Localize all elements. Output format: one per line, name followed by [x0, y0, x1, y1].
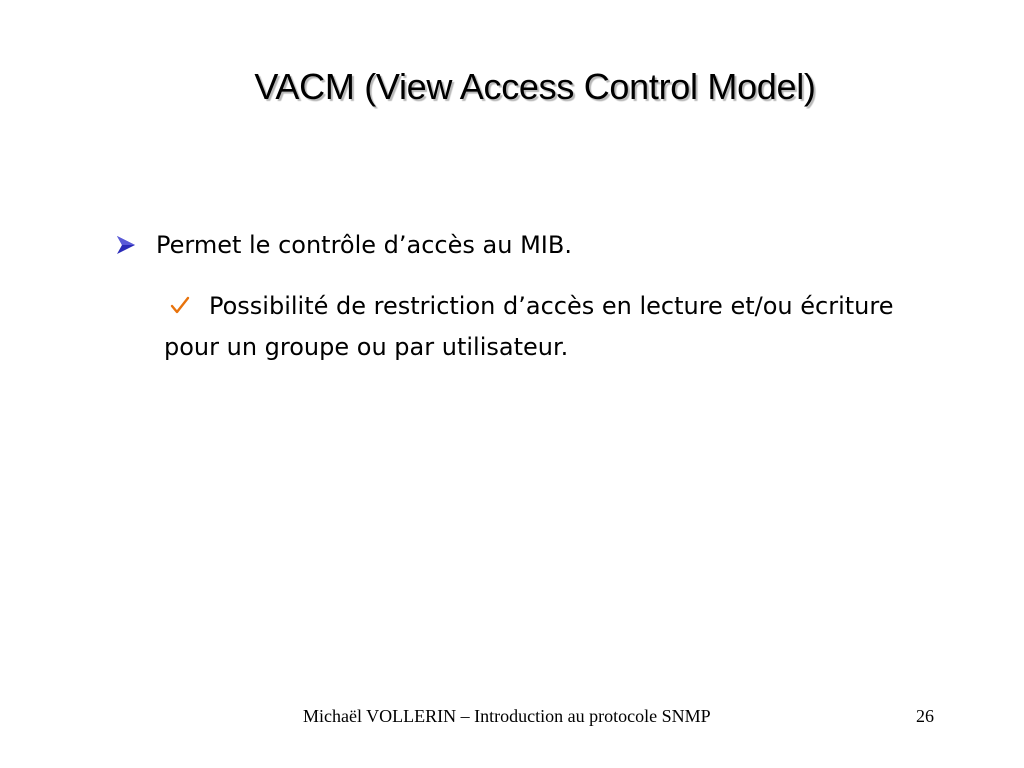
sub-bullet-item	[164, 286, 944, 368]
bullet-text: Permet le contrôle d’accès au MIB.	[156, 231, 572, 259]
footer-author-title: Michaël VOLLERIN – Introduction au protocole SNMP	[303, 706, 711, 726]
checkmark-icon	[170, 295, 190, 315]
arrow-bullet-icon	[115, 234, 137, 256]
bullet-item	[115, 231, 572, 259]
sub-bullet-text: Possibilité de restriction d’accès en lecture et/ou écriture pour un groupe ou par utilisateur.	[164, 292, 894, 361]
slide-title: VACM (View Access Control Model)	[254, 66, 816, 107]
page-number: 26	[916, 706, 934, 726]
